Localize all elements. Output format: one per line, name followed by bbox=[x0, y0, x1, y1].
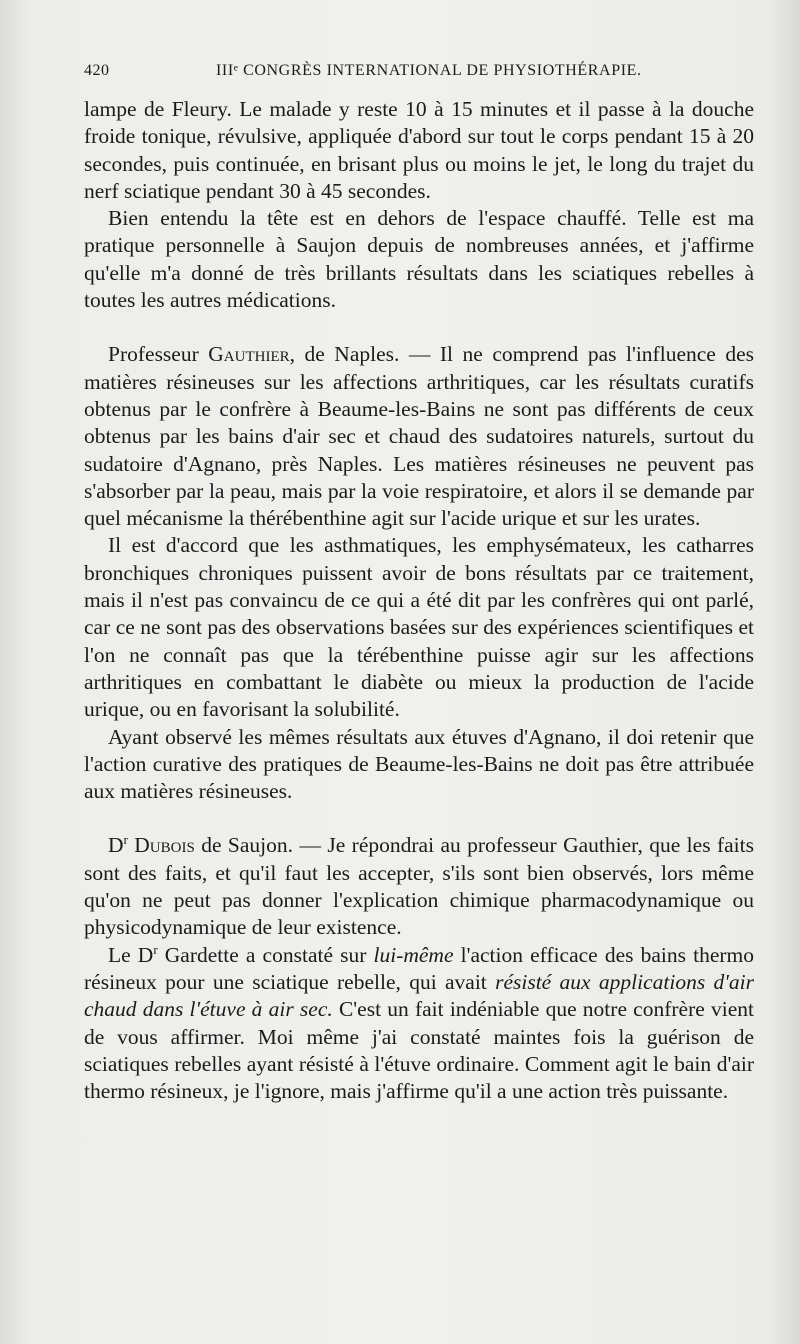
page-number: 420 bbox=[84, 62, 110, 79]
gardette-italic-2: résisté aux applications d'air chaud dans l'étuve à air sec. bbox=[84, 969, 754, 1022]
gardette-sup: r bbox=[153, 941, 158, 957]
gardette-text-a: Gardette a constaté sur bbox=[157, 942, 374, 967]
gardette-text-c: C'est un fait indéniable que notre confrère vient de vous affirmer. Moi même j'ai constaté maintes fois la guérison de sciatiques rebelles ayant résisté à l'étuve ordinaire. Comment agit le bain d'air thermo résineux, je l'ignore, mais j'affirme qu'il a une action très puissante. bbox=[84, 997, 754, 1104]
running-header bbox=[84, 62, 744, 90]
paragraph-dubois bbox=[84, 832, 754, 941]
paragraph-continuation: lampe de Fleury. Le malade y reste 10 à 15 minutes et il passe à la douche froide tonique, révulsive, appliquée d'abord sur tout le corps pendant 15 à 20 secondes, puis continuée, en brisant plus ou moins le jet, le long du trajet du nerf sciatique pendant 30 à 45 secondes. bbox=[84, 97, 754, 203]
paragraph-gardette bbox=[84, 942, 754, 1106]
doctor-abbrev: D bbox=[108, 833, 124, 858]
running-title: IIIᵉ CONGRÈS INTERNATIONAL DE PHYSIOTHÉRAPIE. bbox=[216, 62, 642, 79]
gardette-text-b: l'action efficace des bains thermo résineux pour une sciatique rebelle, qui avait bbox=[84, 942, 754, 994]
dubois-remarks: de Saujon. — Je répondrai au professeur Gauthier, que les faits sont des faits, et qu'il faut les accepter, s'ils sont bien observés, lors même qu'on ne peut pas donner l'explication chimique pharmacodynamique ou physicodynamique de leur existence. bbox=[84, 833, 754, 940]
speaker-name-dubois: Dubois bbox=[134, 833, 195, 858]
gauthier-remarks: , de Naples. — Il ne comprend pas l'influence des matières résineuses sur les affections arthritiques, car les résultats curatifs obtenus par le confrère à Beaume-les-Bains ne sont pas différents de ceux obtenus par les bains d'air sec et chaud des sudatoires naturels, surtout du sudatoire d'Agnano, près Naples. Les matières résineuses ne peuvent pas s'absorber par la peau, mais par la voie respiratoire, et alors il se demande par quel mécanisme la thérébenthine agit sur l'acide urique et sur les urates. bbox=[84, 342, 754, 531]
doctor-sup: r bbox=[123, 832, 128, 848]
speaker-title: Professeur bbox=[108, 342, 209, 367]
paragraph-gauthier bbox=[84, 341, 754, 532]
body-text bbox=[84, 96, 754, 1105]
gardette-italic-1: lui-même bbox=[373, 942, 454, 967]
paragraph-asthmatics: Il est d'accord que les asthmatiques, les emphysémateux, les catharres bronchiques chroniques puissent avoir de bons résultats par ce traitement, mais il n'est pas convaincu de ce qui a été dit par les confrères qui ont parlé, car ce ne sont pas des observations basées sur des expériences scientifiques et l'on ne connaît pas que la térébenthine puisse agir sur les affections arthritiques en combattant le diabète ou mieux la production de l'acide urique, ou en favorisant la solubilité. bbox=[84, 533, 754, 722]
gardette-lead: Le D bbox=[108, 942, 154, 967]
paragraph-agnano: Ayant observé les mêmes résultats aux étuves d'Agnano, il doi retenir que l'action curative des pratiques de Beaume-les-Bains ne doit pas être attribuée aux matières résineuses. bbox=[84, 724, 754, 804]
speaker-name-gauthier: Gauthier bbox=[208, 342, 290, 367]
paragraph-saujon-practice: Bien entendu la tête est en dehors de l'espace chauffé. Telle est ma pratique personnelle à Saujon depuis de nombreuses années, et j'affirme qu'elle m'a donné de très brillants résultats dans les sciatiques rebelles à toutes les autres médications. bbox=[84, 206, 754, 313]
